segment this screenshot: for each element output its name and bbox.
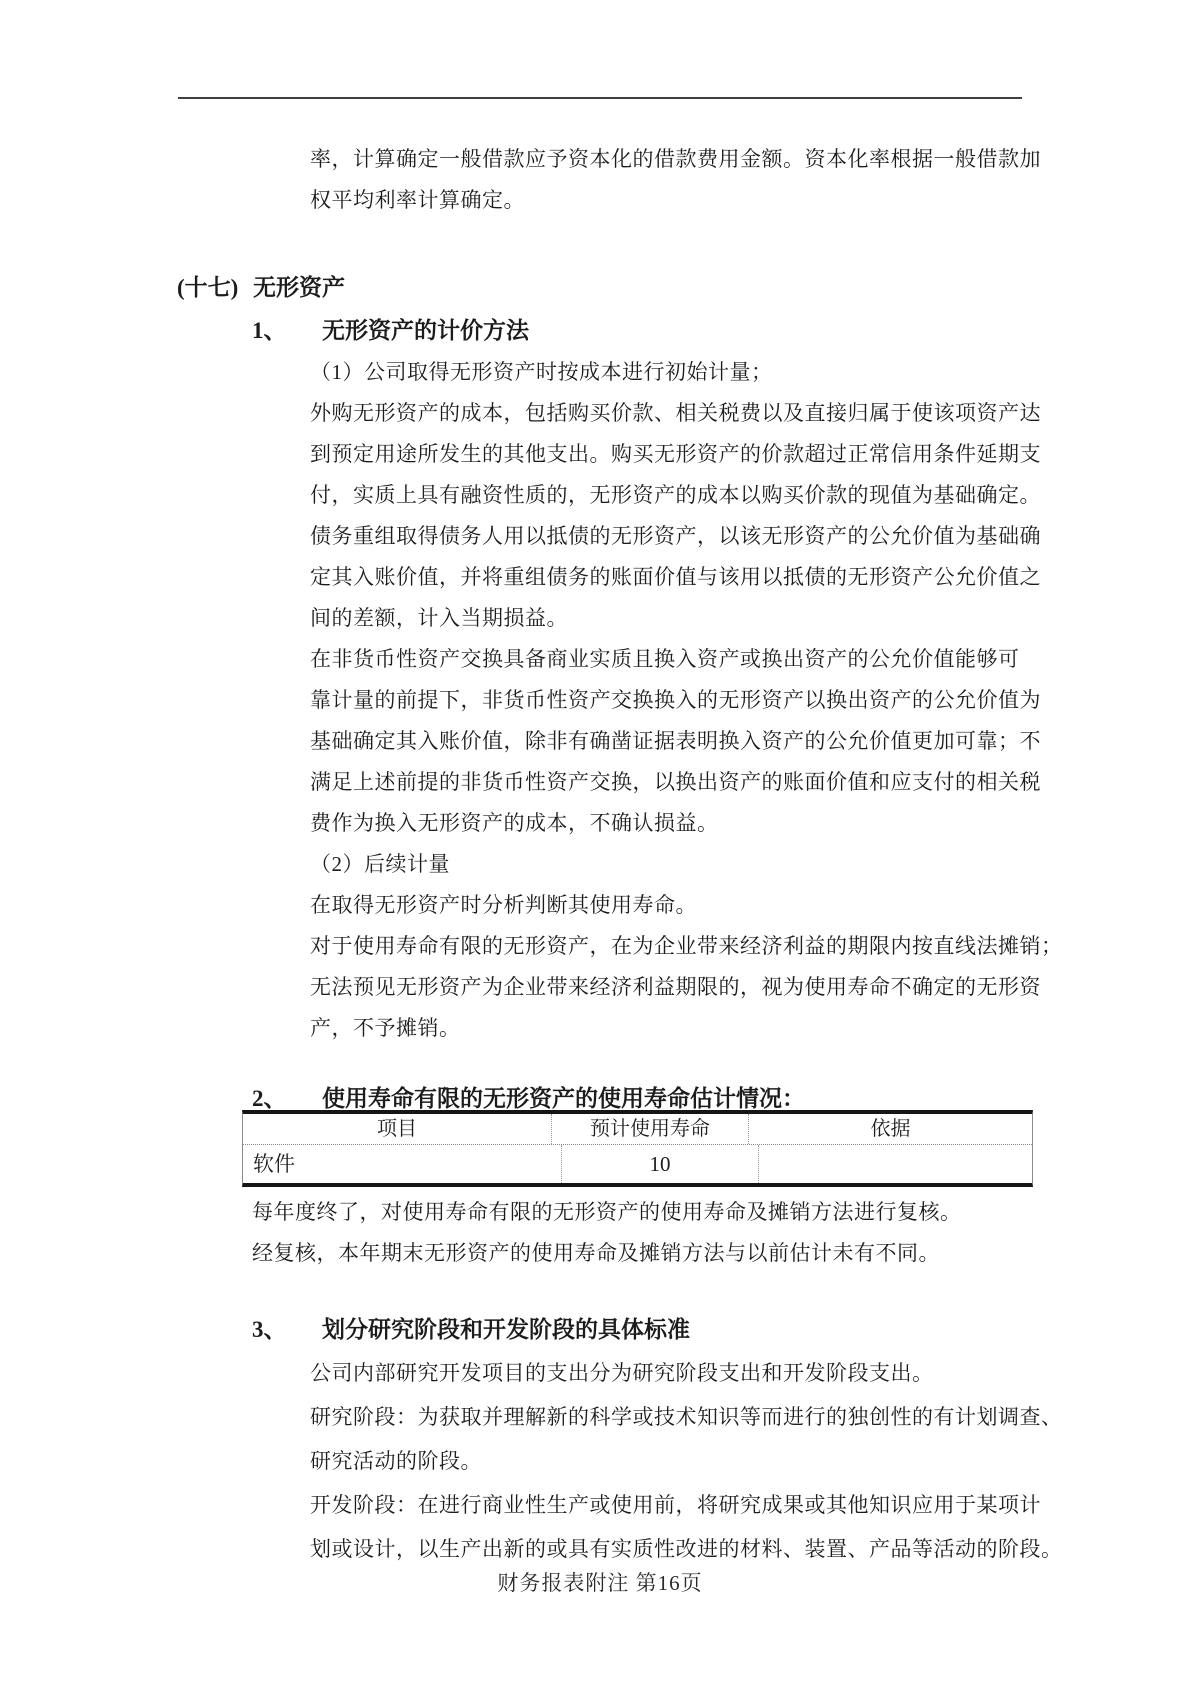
paragraph-line: 无法预见无形资产为企业带来经济利益期限的，视为使用寿命不确定的无形资 xyxy=(310,975,1041,999)
paragraph-line: 定其入账价值，并将重组债务的账面价值与该用以抵债的无形资产公允价值之 xyxy=(310,565,1041,589)
paragraph-line: （2）后续计量 xyxy=(310,852,450,876)
paragraph-line: 对于使用寿命有限的无形资产，在为企业带来经济利益的期限内按直线法摊销； xyxy=(310,934,1063,958)
subsection-2-notes xyxy=(252,1192,962,1274)
subsection-2-number: 2、 xyxy=(252,1086,287,1111)
section-heading xyxy=(177,267,345,309)
subsection-3-number: 3、 xyxy=(252,1317,287,1342)
table-header-basis: 依据 xyxy=(870,1118,911,1140)
paragraph-line: 权平均利率计算确定。 xyxy=(310,188,525,212)
table-header-item: 项目 xyxy=(377,1118,417,1140)
subsection-1-paragraph xyxy=(310,352,1063,1049)
table-row xyxy=(243,1145,1032,1183)
subsection-3-heading xyxy=(252,1309,690,1351)
paragraph-line: 产，不予摊销。 xyxy=(310,1016,461,1040)
paragraph-line: 靠计量的前提下，非货币性资产交换换入的无形资产以换出资产的公允价值为 xyxy=(310,688,1041,712)
page-footer: 财务报表附注 第16页 xyxy=(497,1571,703,1595)
paragraph-line: 研究阶段：为获取并理解新的科学或技术知识等而进行的独创性的有计划调查、 xyxy=(310,1405,1063,1429)
table-cell-item: 软件 xyxy=(253,1152,295,1176)
paragraph-line: 公司内部研究开发项目的支出分为研究阶段支出和开发阶段支出。 xyxy=(310,1361,934,1385)
table-header-row xyxy=(243,1114,1032,1145)
paragraph-line: （1）公司取得无形资产时按成本进行初始计量； xyxy=(310,360,773,384)
paragraph-line: 划或设计，以生产出新的或具有实质性改进的材料、装置、产品等活动的阶段。 xyxy=(310,1537,1063,1561)
paragraph-line: 满足上述前提的非货币性资产交换，以换出资产的账面价值和应支付的相关税 xyxy=(310,770,1041,794)
paragraph-line: 间的差额，计入当期损益。 xyxy=(310,606,568,630)
subsection-3-title: 划分研究阶段和开发阶段的具体标准 xyxy=(322,1317,690,1342)
subsection-3-paragraph xyxy=(310,1351,1063,1571)
useful-life-table xyxy=(242,1110,1033,1187)
intro-paragraph xyxy=(310,139,1041,221)
paragraph-line: 费作为换入无形资产的成本，不确认损益。 xyxy=(310,811,719,835)
paragraph-line: 在取得无形资产时分析判断其使用寿命。 xyxy=(310,893,697,917)
paragraph-line: 付，实质上具有融资性质的，无形资产的成本以购买价款的现值为基础确定。 xyxy=(310,483,1041,507)
paragraph-line: 研究活动的阶段。 xyxy=(310,1449,482,1473)
section-number: (十七) xyxy=(177,275,239,300)
table-cell-basis xyxy=(759,1145,1032,1183)
paragraph-line: 每年度终了，对使用寿命有限的无形资产的使用寿命及摊销方法进行复核。 xyxy=(252,1200,962,1224)
paragraph-line: 在非货币性资产交换具备商业实质且换入资产或换出资产的公允价值能够可 xyxy=(310,647,1020,671)
paragraph-line: 经复核，本年期末无形资产的使用寿命及摊销方法与以前估计未有不同。 xyxy=(252,1241,940,1265)
subsection-1-title: 无形资产的计价方法 xyxy=(322,318,529,343)
paragraph-line: 债务重组取得债务人用以抵债的无形资产，以该无形资产的公允价值为基础确 xyxy=(310,524,1041,548)
subsection-1-number: 1、 xyxy=(252,318,287,343)
paragraph-line: 率，计算确定一般借款应予资本化的借款费用金额。资本化率根据一般借款加 xyxy=(310,147,1041,171)
table-header-expected-life: 预计使用寿命 xyxy=(551,1114,749,1144)
table-cell-expected-life: 10 xyxy=(561,1145,759,1183)
paragraph-line: 基础确定其入账价值，除非有确凿证据表明换入资产的公允价值更加可靠；不 xyxy=(310,729,1041,753)
header-rule xyxy=(178,97,1022,99)
paragraph-line: 到预定用途所发生的其他支出。购买无形资产的价款超过正常信用条件延期支 xyxy=(310,442,1041,466)
subsection-2-title: 使用寿命有限的无形资产的使用寿命估计情况： xyxy=(322,1086,805,1111)
subsection-1-heading xyxy=(252,310,529,352)
paragraph-line: 开发阶段：在进行商业性生产或使用前，将研究成果或其他知识应用于某项计 xyxy=(310,1493,1041,1517)
section-title: 无形资产 xyxy=(253,275,345,300)
paragraph-line: 外购无形资产的成本，包括购买价款、相关税费以及直接归属于使该项资产达 xyxy=(310,401,1041,425)
